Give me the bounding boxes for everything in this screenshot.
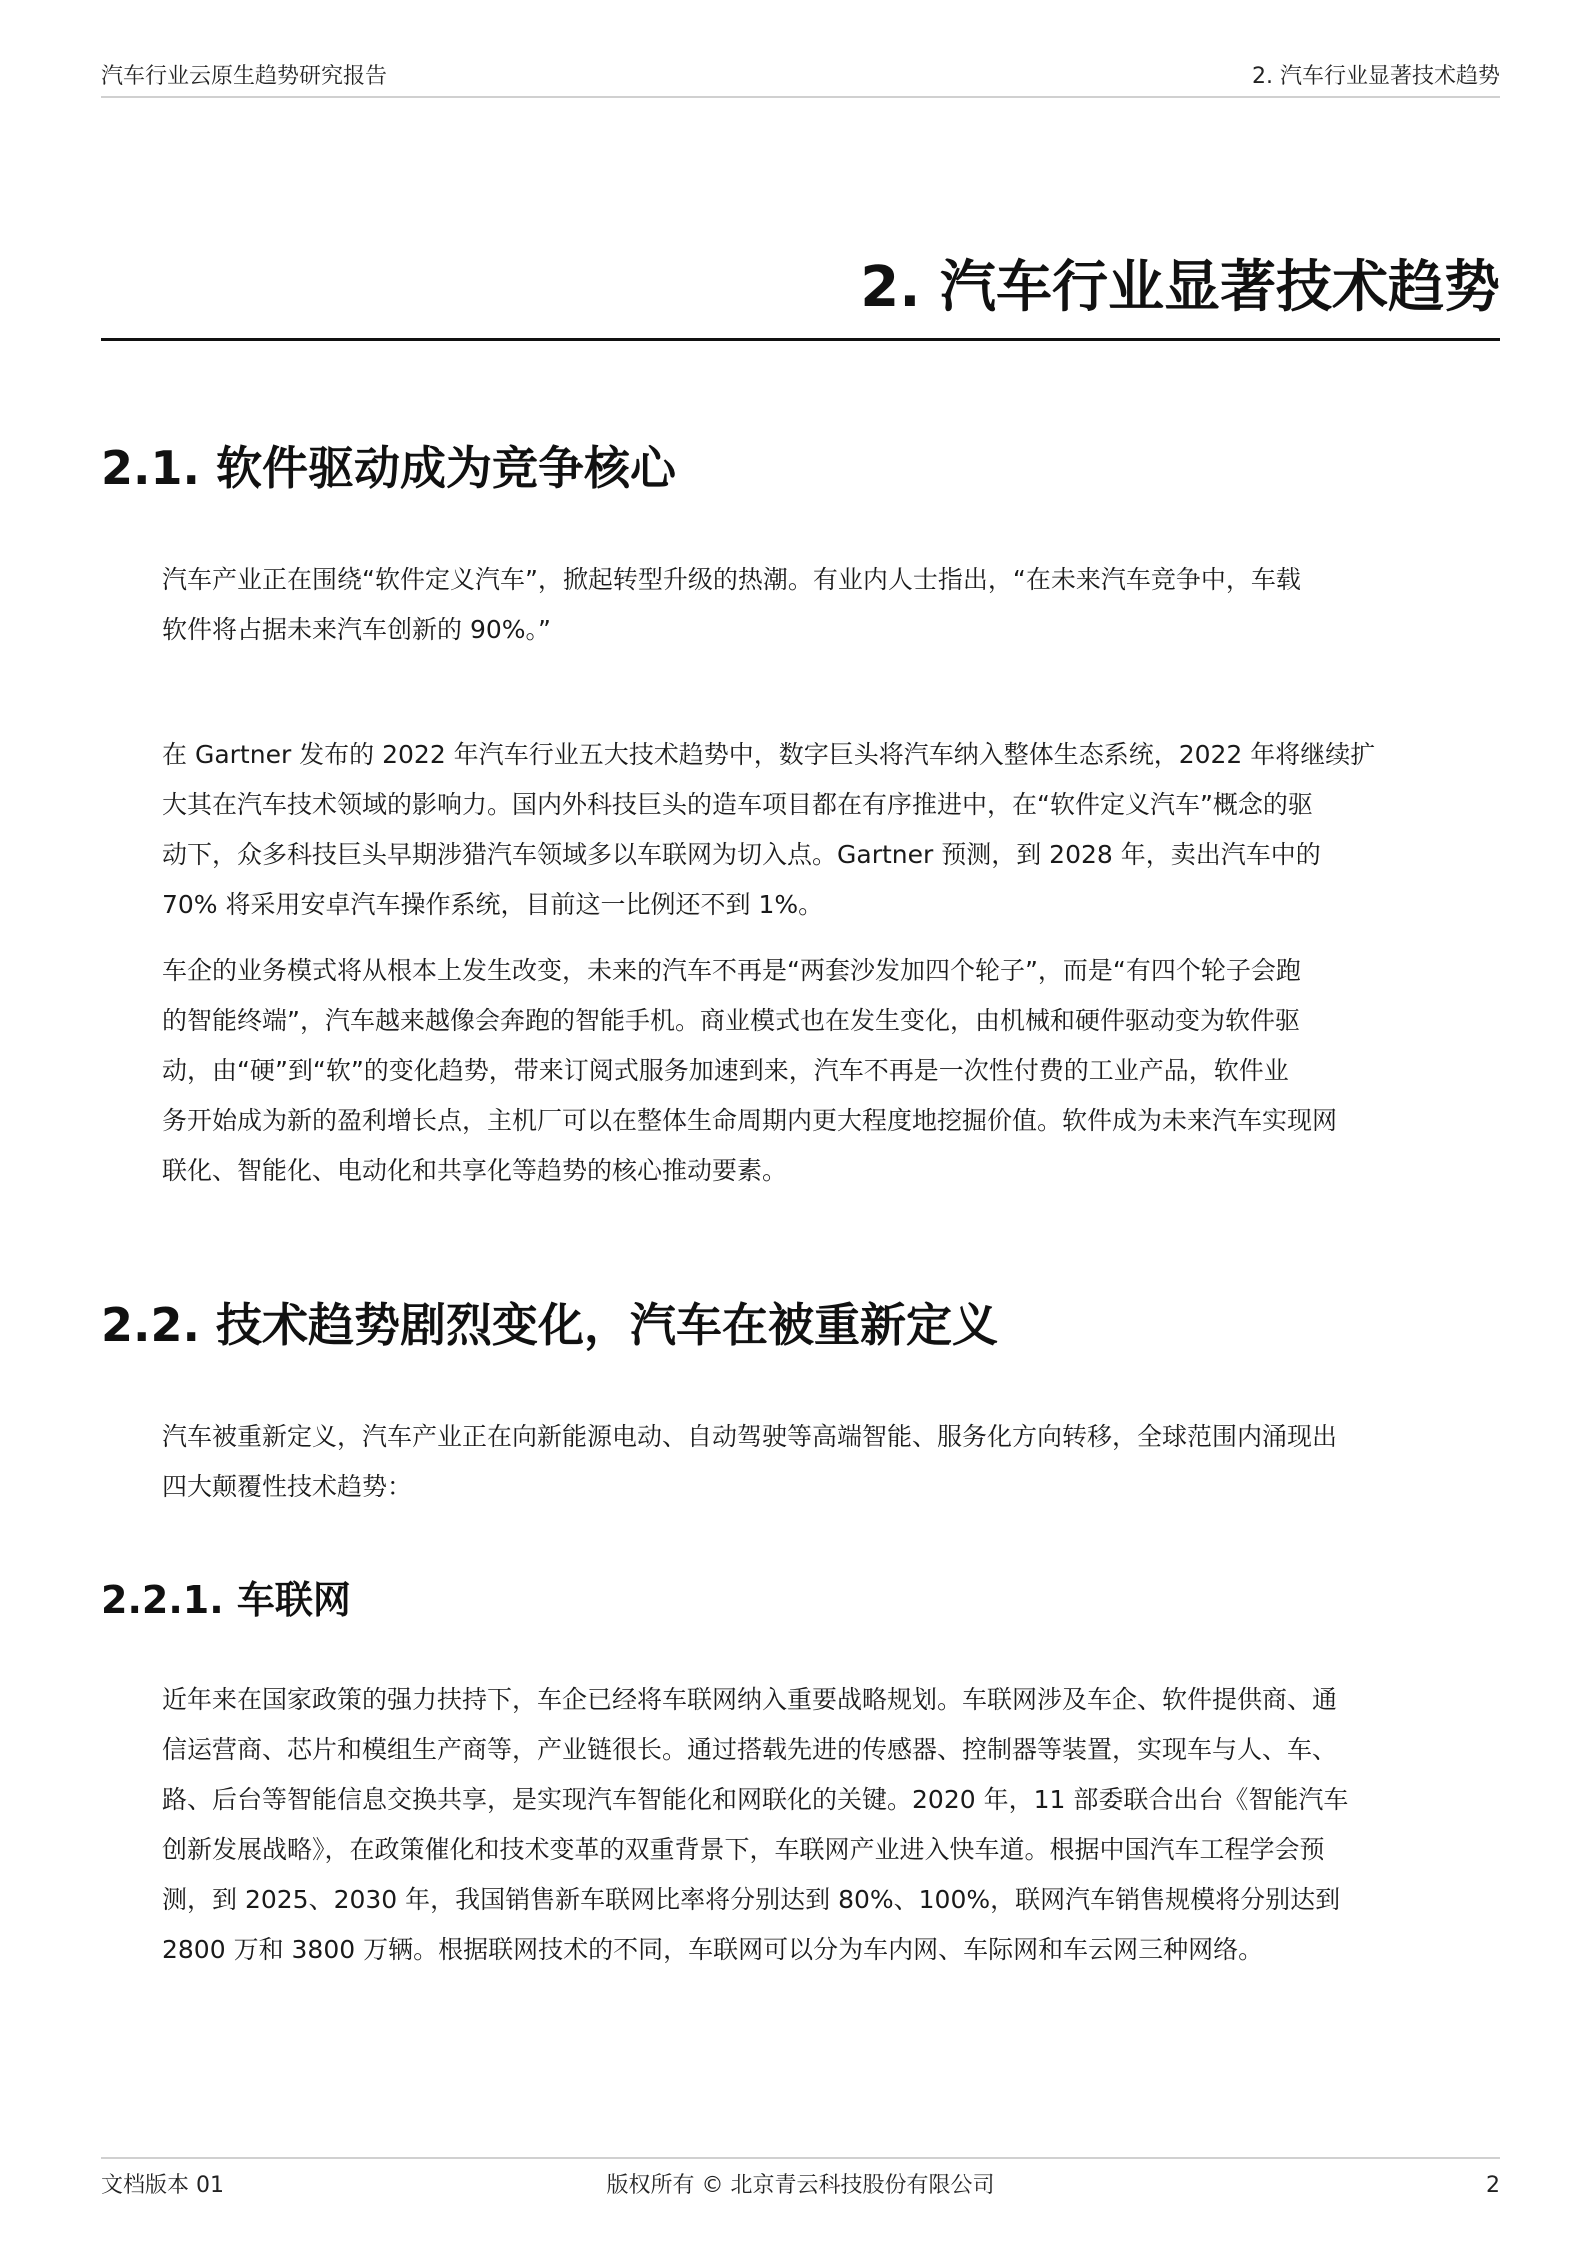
page-header — [101, 62, 1500, 98]
text-line: 近年来在国家政策的强力扶持下，车企已经将车联网纳入重要战略规划。车联网涉及车企、软件提供商、通 — [162, 1685, 1338, 1714]
text-line: 动下，众多科技巨头早期涉猎汽车领域多以车联网为切入点。Gartner 预测，到 2028 年，卖出汽车中的 — [162, 840, 1321, 869]
text-line: 汽车产业正在围绕“软件定义汽车”，掀起转型升级的热潮。有业内人士指出，“在未来汽车竞争中，车载 — [162, 565, 1301, 594]
chapter-heading-block — [101, 232, 1500, 341]
text-line: 创新发展战略》，在政策催化和技术变革的双重背景下，车联网产业进入快车道。根据中国汽车工程学会预 — [162, 1835, 1325, 1864]
footer-page-number: 2 — [1486, 2173, 1500, 2198]
text-line: 测，到 2025、2030 年，我国销售新车联网比率将分别达到 80%、100%，联网汽车销售规模将分别达到 — [162, 1885, 1341, 1914]
section-2-2-title: 2.2. 技术趋势剧烈变化，汽车在被重新定义 — [101, 1298, 998, 1352]
header-doc-title: 汽车行业云原生趋势研究报告 — [101, 64, 388, 89]
section-2-1-paragraph-3 — [162, 946, 1502, 1196]
text-line: 在 Gartner 发布的 2022 年汽车行业五大技术趋势中，数字巨头将汽车纳入整体生态系统，2022 年将继续扩 — [162, 740, 1376, 769]
page-footer — [101, 2157, 1500, 2205]
text-line: 信运营商、芯片和模组生产商等，产业链很长。通过搭载先进的传感器、控制器等装置，实现车与人、车、 — [162, 1735, 1338, 1764]
section-2-1-title: 2.1. 软件驱动成为竞争核心 — [101, 441, 676, 495]
text-line: 车企的业务模式将从根本上发生改变，未来的汽车不再是“两套沙发加四个轮子”，而是“有四个轮子会跑 — [162, 956, 1301, 985]
section-2-1-paragraph-2 — [162, 730, 1502, 930]
text-line: 70% 将采用安卓汽车操作系统，目前这一比例还不到 1%。 — [162, 890, 824, 919]
text-line: 的智能终端”，汽车越来越像会奔跑的智能手机。商业模式也在发生变化，由机械和硬件驱动变为软件驱 — [162, 1006, 1300, 1035]
footer-doc-version: 文档版本 01 — [101, 2173, 224, 2198]
header-chapter-title: 2. 汽车行业显著技术趋势 — [1252, 64, 1500, 89]
section-2-2-1-paragraph-1 — [162, 1675, 1502, 1975]
section-2-1-paragraph-1 — [162, 555, 1502, 655]
text-line: 2800 万和 3800 万辆。根据联网技术的不同，车联网可以分为车内网、车际网和车云网三种网络。 — [162, 1935, 1264, 1964]
text-line: 四大颠覆性技术趋势： — [162, 1472, 413, 1501]
text-line: 汽车被重新定义，汽车产业正在向新能源电动、自动驾驶等高端智能、服务化方向转移，全球范围内涌现出 — [162, 1422, 1338, 1451]
section-2-2-paragraph-1 — [162, 1412, 1502, 1512]
text-line: 大其在汽车技术领域的影响力。国内外科技巨头的造车项目都在有序推进中，在“软件定义汽车”概念的驱 — [162, 790, 1313, 819]
text-line: 路、后台等智能信息交换共享，是实现汽车智能化和网联化的关键。2020 年，11 部委联合出台《智能汽车 — [162, 1785, 1349, 1814]
text-line: 联化、智能化、电动化和共享化等趋势的核心推动要素。 — [162, 1156, 788, 1185]
footer-copyright: 版权所有 © 北京青云科技股份有限公司 — [606, 2173, 995, 2198]
text-line: 软件将占据未来汽车创新的 90%。” — [162, 615, 551, 644]
section-2-2-1-title: 2.2.1. 车联网 — [101, 1578, 351, 1622]
chapter-title: 2. 汽车行业显著技术趋势 — [860, 255, 1500, 320]
text-line: 务开始成为新的盈利增长点，主机厂可以在整体生命周期内更大程度地挖掘价值。软件成为未来汽车实现网 — [162, 1106, 1338, 1135]
text-line: 动，由“硬”到“软”的变化趋势，带来订阅式服务加速到来，汽车不再是一次性付费的工业产品，软件业 — [162, 1056, 1289, 1085]
